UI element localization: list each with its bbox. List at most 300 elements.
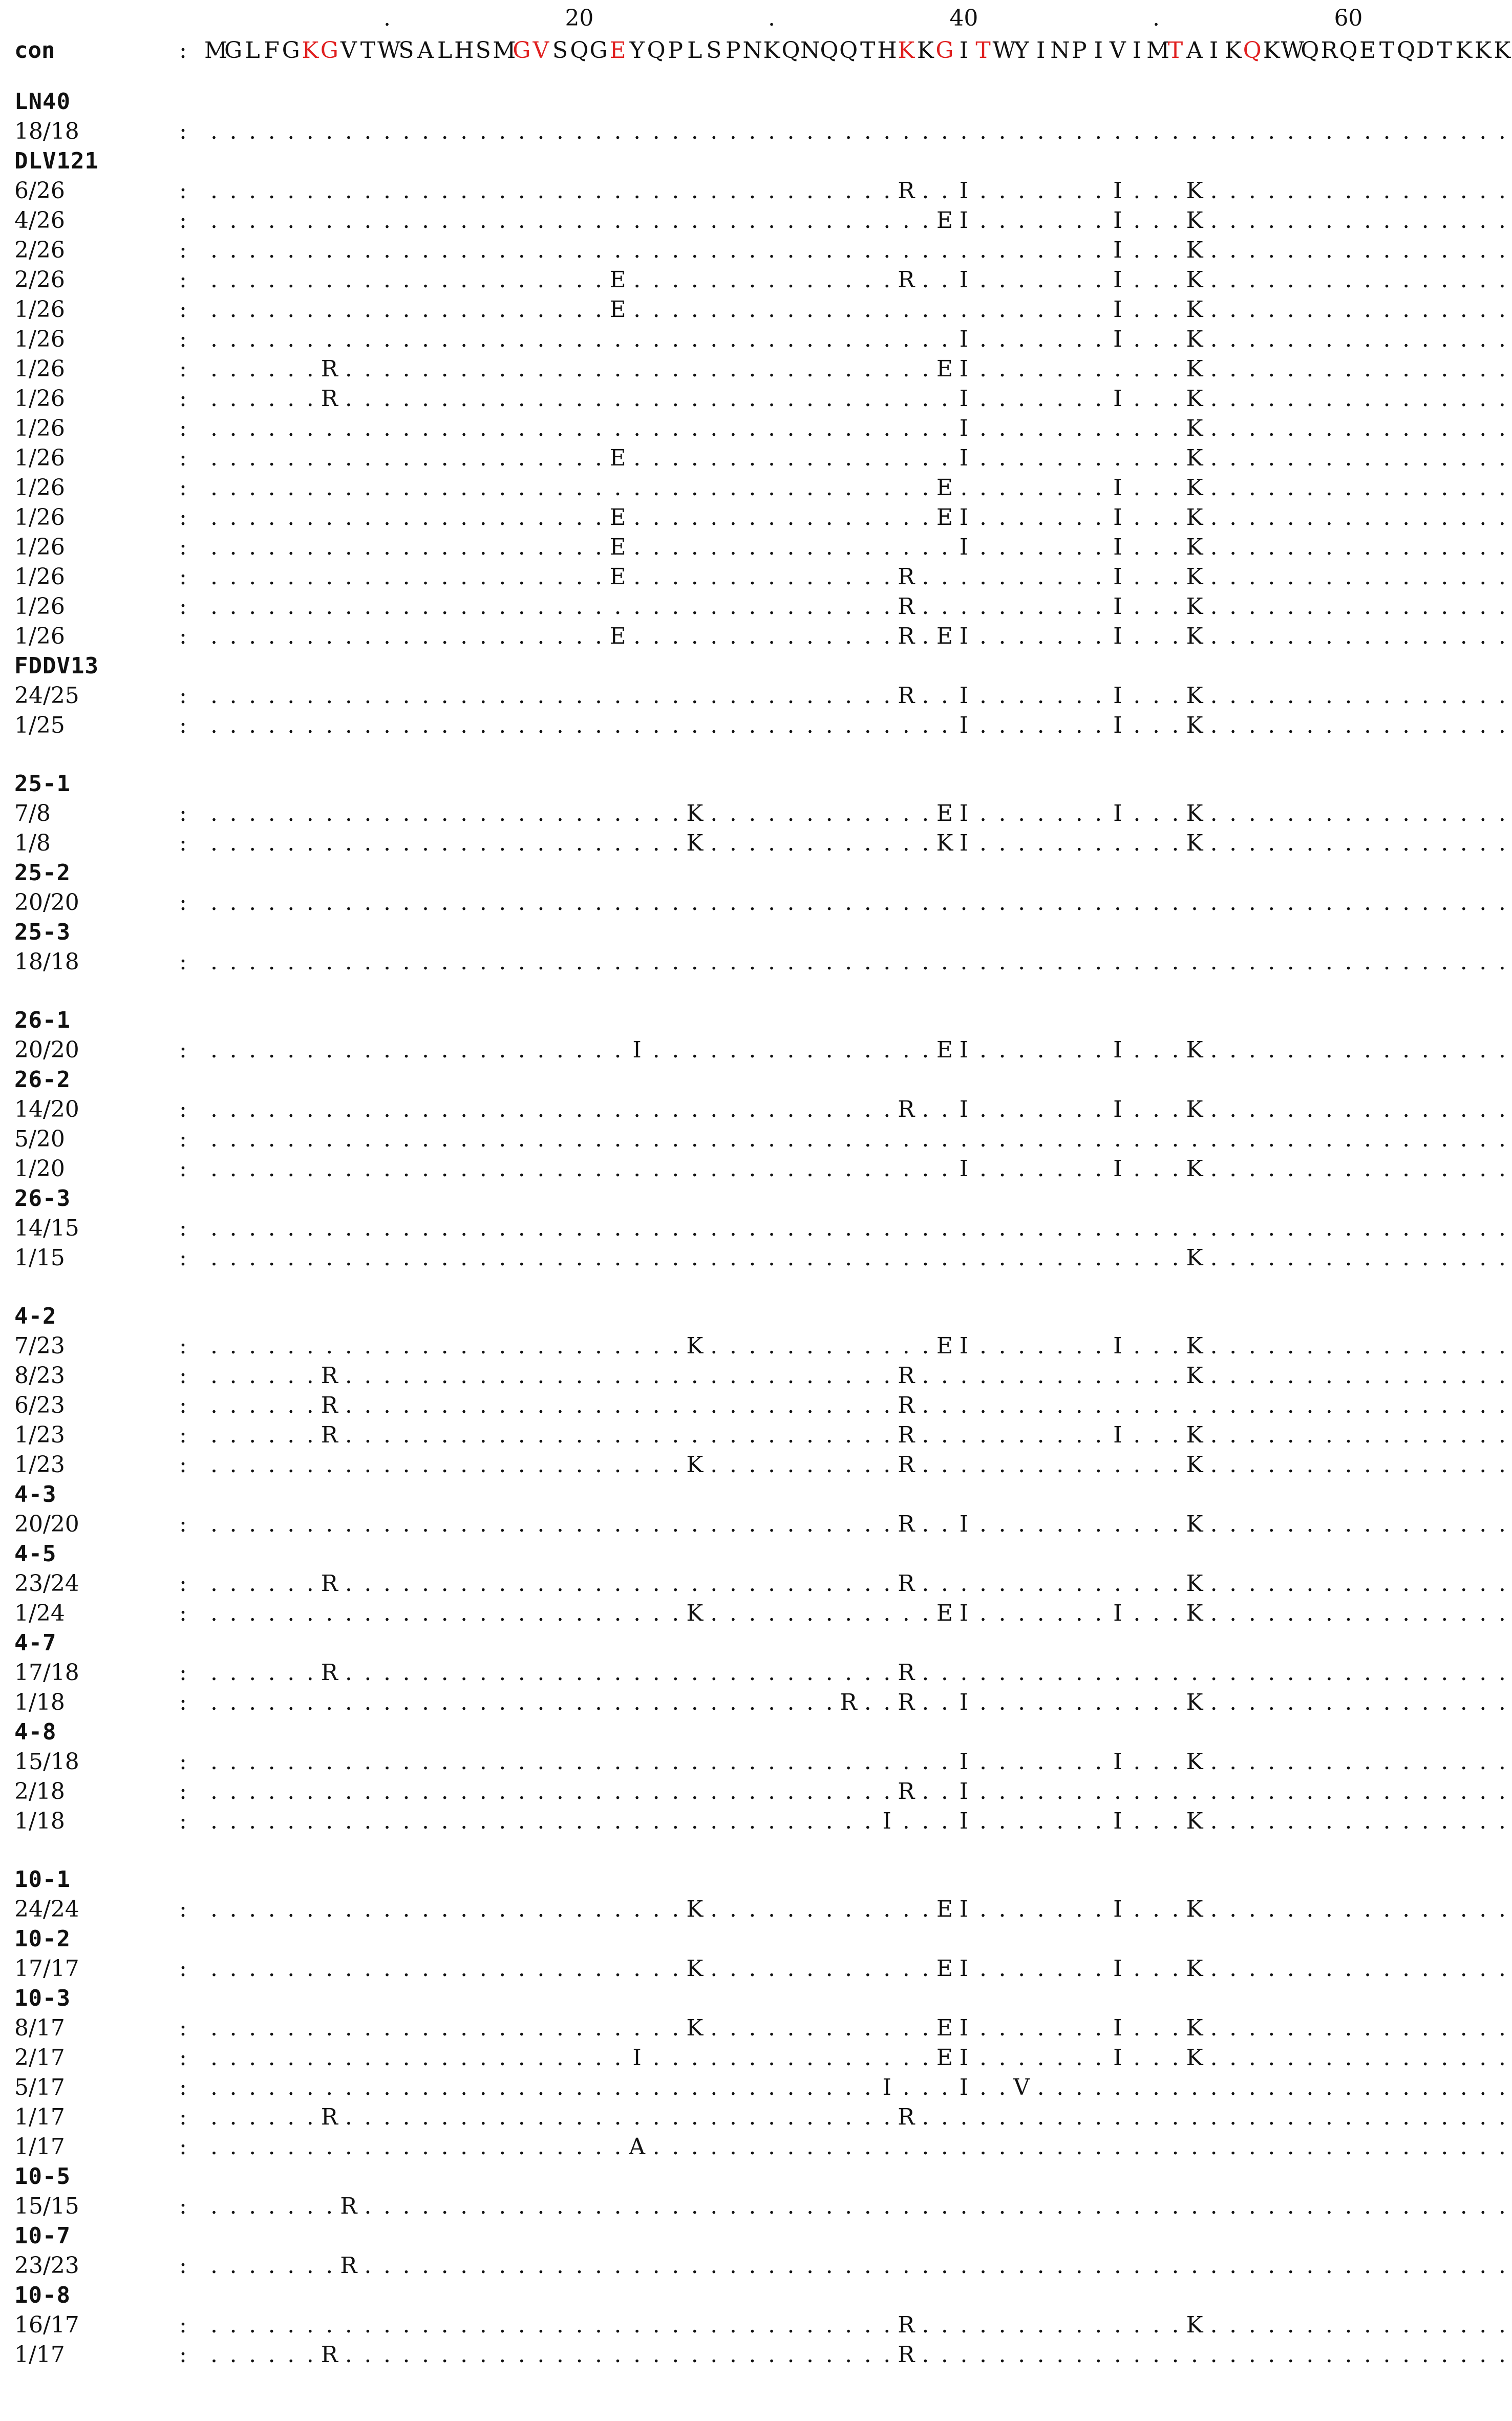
match-dot: .: [1421, 1422, 1429, 1448]
match-dot: .: [595, 118, 602, 144]
match-dot: .: [864, 267, 871, 293]
match-dot: .: [1152, 1333, 1160, 1359]
match-dot: .: [1364, 2312, 1371, 2338]
match-dot: .: [1402, 267, 1410, 293]
match-dot: .: [1095, 1896, 1102, 1922]
match-dot: .: [787, 2074, 795, 2100]
match-dot: .: [1114, 1126, 1121, 1152]
match-dot: .: [998, 386, 1006, 412]
substitution-residue: E: [936, 1333, 953, 1359]
match-dot: .: [1210, 2045, 1218, 2071]
substitution-residue: K: [1186, 800, 1203, 826]
match-dot: .: [1421, 1363, 1429, 1389]
match-dot: .: [1114, 415, 1121, 441]
match-dot: .: [422, 1156, 430, 1182]
match-dot: .: [652, 534, 660, 560]
match-dot: .: [1498, 623, 1506, 649]
match-dot: .: [1402, 534, 1410, 560]
match-dot: .: [652, 1096, 660, 1122]
substitution-residue: E: [936, 800, 953, 826]
match-dot: .: [1460, 830, 1467, 856]
match-dot: .: [883, 2193, 891, 2219]
match-dot: .: [806, 1363, 814, 1389]
match-dot: .: [960, 1245, 968, 1271]
match-dot: .: [576, 207, 583, 233]
match-dot: .: [691, 1511, 698, 1537]
match-dot: .: [229, 2104, 237, 2130]
substitution-residue: K: [1186, 1156, 1203, 1182]
match-dot: .: [422, 683, 430, 709]
match-dot: .: [1268, 386, 1275, 412]
separator: :: [179, 534, 187, 560]
match-dot: .: [1152, 949, 1160, 975]
substitution-residue: I: [1113, 504, 1122, 530]
match-dot: .: [595, 1215, 602, 1241]
match-dot: .: [1152, 386, 1160, 412]
match-dot: .: [960, 237, 968, 263]
match-dot: .: [998, 2312, 1006, 2338]
match-dot: .: [249, 2015, 257, 2041]
substitution-residue: E: [609, 534, 626, 560]
match-dot: .: [556, 1392, 564, 1418]
match-dot: .: [941, 683, 948, 709]
match-dot: .: [1018, 1245, 1026, 1271]
match-dot: .: [306, 1392, 314, 1418]
match-dot: .: [710, 296, 718, 323]
match-dot: .: [1345, 683, 1352, 709]
match-dot: .: [845, 1660, 853, 1686]
match-dot: .: [614, 1156, 622, 1182]
ruler-mark: 60: [1334, 5, 1363, 31]
match-dot: .: [249, 1778, 257, 1804]
match-dot: .: [1287, 178, 1294, 204]
match-dot: .: [998, 1452, 1006, 1478]
match-dot: .: [1441, 1808, 1449, 1834]
match-dot: .: [1229, 415, 1237, 441]
match-dot: .: [825, 683, 833, 709]
match-dot: .: [210, 593, 218, 620]
match-dot: .: [1248, 415, 1256, 441]
match-dot: .: [383, 1096, 391, 1122]
match-dot: .: [960, 2342, 968, 2368]
substitution-residue: R: [898, 1452, 915, 1478]
match-dot: .: [1460, 2134, 1467, 2160]
match-dot: .: [652, 475, 660, 501]
match-dot: .: [1037, 2193, 1045, 2219]
substitution-residue: I: [1113, 475, 1122, 501]
match-dot: .: [768, 623, 775, 649]
match-dot: .: [979, 683, 987, 709]
match-dot: .: [902, 2015, 910, 2041]
match-dot: .: [749, 1156, 756, 1182]
match-dot: .: [691, 1689, 698, 1715]
match-dot: .: [1268, 2074, 1275, 2100]
match-dot: .: [306, 1660, 314, 1686]
match-dot: .: [1095, 564, 1102, 590]
match-dot: .: [902, 296, 910, 323]
match-dot: .: [941, 2134, 948, 2160]
match-dot: .: [229, 178, 237, 204]
match-dot: .: [268, 1749, 275, 1775]
match-dot: .: [1479, 2193, 1487, 2219]
match-dot: .: [499, 445, 506, 471]
match-dot: .: [422, 356, 430, 382]
match-dot: .: [364, 2134, 372, 2160]
match-dot: .: [1421, 267, 1429, 293]
match-dot: .: [1152, 1689, 1160, 1715]
consensus-residue: T: [1167, 37, 1183, 63]
match-dot: .: [364, 1896, 372, 1922]
match-dot: .: [345, 386, 352, 412]
match-dot: .: [306, 949, 314, 975]
match-dot: .: [1498, 1600, 1506, 1626]
substitution-residue: R: [898, 1422, 915, 1448]
match-dot: .: [210, 1600, 218, 1626]
match-dot: .: [479, 800, 487, 826]
match-dot: .: [1498, 267, 1506, 293]
match-dot: .: [922, 475, 929, 501]
match-dot: .: [402, 1660, 410, 1686]
match-dot: .: [1229, 178, 1237, 204]
match-dot: .: [306, 267, 314, 293]
match-dot: .: [1268, 504, 1275, 530]
match-dot: .: [787, 1215, 795, 1241]
match-dot: .: [633, 1749, 641, 1775]
match-dot: .: [633, 534, 641, 560]
match-dot: .: [595, 830, 602, 856]
match-dot: .: [1037, 564, 1045, 590]
match-dot: .: [1172, 1570, 1179, 1597]
match-dot: .: [441, 1600, 449, 1626]
match-dot: .: [1364, 178, 1371, 204]
match-dot: .: [1345, 593, 1352, 620]
match-dot: .: [806, 118, 814, 144]
match-dot: .: [1075, 1452, 1083, 1478]
match-dot: .: [1383, 2253, 1391, 2279]
match-dot: .: [1152, 1896, 1160, 1922]
match-dot: .: [518, 504, 525, 530]
match-dot: .: [1075, 1689, 1083, 1715]
match-dot: .: [287, 1689, 295, 1715]
match-dot: .: [960, 1570, 968, 1597]
match-dot: .: [1325, 415, 1333, 441]
match-dot: .: [1210, 889, 1218, 916]
match-dot: .: [691, 1749, 698, 1775]
match-dot: .: [806, 830, 814, 856]
substitution-residue: I: [1113, 683, 1122, 709]
substitution-residue: I: [959, 2015, 969, 2041]
match-dot: .: [749, 1956, 756, 1982]
match-dot: .: [306, 623, 314, 649]
match-dot: .: [1345, 1363, 1352, 1389]
match-dot: .: [614, 118, 622, 144]
match-dot: .: [1133, 356, 1141, 382]
match-dot: .: [1152, 1808, 1160, 1834]
match-dot: .: [652, 1749, 660, 1775]
match-dot: .: [249, 1037, 257, 1063]
consensus-residue: A: [417, 37, 434, 63]
substitution-residue: R: [340, 2253, 357, 2279]
separator: :: [179, 623, 187, 649]
match-dot: .: [518, 237, 525, 263]
match-dot: .: [672, 178, 679, 204]
match-dot: .: [1037, 2104, 1045, 2130]
match-dot: .: [1248, 800, 1256, 826]
match-dot: .: [1345, 1749, 1352, 1775]
match-dot: .: [902, 2253, 910, 2279]
match-dot: .: [1210, 1333, 1218, 1359]
match-dot: .: [1325, 830, 1333, 856]
match-dot: .: [1268, 1392, 1275, 1418]
match-dot: .: [383, 889, 391, 916]
match-dot: .: [1325, 1126, 1333, 1152]
substitution-residue: E: [609, 296, 626, 323]
match-dot: .: [1441, 326, 1449, 352]
match-dot: .: [537, 2074, 545, 2100]
match-dot: .: [1248, 356, 1256, 382]
match-dot: .: [787, 1689, 795, 1715]
match-dot: .: [1345, 1333, 1352, 1359]
match-dot: .: [595, 1689, 602, 1715]
match-dot: .: [1056, 445, 1064, 471]
match-dot: .: [749, 445, 756, 471]
substitution-residue: I: [959, 356, 969, 382]
match-dot: .: [652, 1333, 660, 1359]
match-dot: .: [576, 1511, 583, 1537]
match-dot: .: [1421, 118, 1429, 144]
match-dot: .: [1210, 830, 1218, 856]
separator: :: [179, 2312, 187, 2338]
match-dot: .: [864, 356, 871, 382]
match-dot: .: [345, 1778, 352, 1804]
match-dot: .: [518, 830, 525, 856]
match-dot: .: [998, 504, 1006, 530]
consensus-residue: L: [245, 37, 260, 63]
match-dot: .: [479, 830, 487, 856]
match-dot: .: [229, 356, 237, 382]
match-dot: .: [806, 2045, 814, 2071]
match-dot: .: [1133, 1363, 1141, 1389]
match-dot: .: [1210, 623, 1218, 649]
match-dot: .: [941, 564, 948, 590]
match-dot: .: [922, 1215, 929, 1241]
match-dot: .: [1364, 2193, 1371, 2219]
match-dot: .: [749, 1333, 756, 1359]
match-dot: .: [922, 1333, 929, 1359]
match-dot: .: [1056, 237, 1064, 263]
match-dot: .: [768, 118, 775, 144]
match-dot: .: [1421, 1660, 1429, 1686]
match-dot: .: [268, 118, 275, 144]
match-dot: .: [652, 237, 660, 263]
match-dot: .: [902, 1037, 910, 1063]
substitution-residue: I: [1113, 564, 1122, 590]
match-dot: .: [691, 267, 698, 293]
match-dot: .: [614, 386, 622, 412]
match-dot: .: [306, 1333, 314, 1359]
match-dot: .: [998, 445, 1006, 471]
match-dot: .: [672, 1749, 679, 1775]
substitution-residue: K: [1186, 267, 1203, 293]
match-dot: .: [441, 326, 449, 352]
match-dot: .: [287, 1392, 295, 1418]
match-dot: .: [537, 1660, 545, 1686]
frequency-label: 17/18: [14, 1660, 79, 1686]
match-dot: .: [1248, 237, 1256, 263]
match-dot: .: [1345, 1660, 1352, 1686]
match-dot: .: [345, 1689, 352, 1715]
match-dot: .: [556, 178, 564, 204]
match-dot: .: [1075, 2104, 1083, 2130]
substitution-residue: K: [686, 1452, 704, 1478]
match-dot: .: [864, 1245, 871, 1271]
match-dot: .: [210, 504, 218, 530]
match-dot: .: [1229, 1600, 1237, 1626]
match-dot: .: [1114, 1660, 1121, 1686]
match-dot: .: [499, 356, 506, 382]
match-dot: .: [537, 830, 545, 856]
match-dot: .: [633, 475, 641, 501]
match-dot: .: [499, 1333, 506, 1359]
match-dot: .: [825, 1215, 833, 1241]
match-dot: .: [1172, 623, 1179, 649]
substitution-residue: I: [1113, 534, 1122, 560]
match-dot: .: [556, 504, 564, 530]
match-dot: .: [1075, 1956, 1083, 1982]
match-dot: .: [249, 830, 257, 856]
match-dot: .: [1018, 800, 1026, 826]
match-dot: .: [1191, 2342, 1199, 2368]
match-dot: .: [595, 1778, 602, 1804]
match-dot: .: [1287, 593, 1294, 620]
match-dot: .: [326, 564, 333, 590]
match-dot: .: [1364, 1037, 1371, 1063]
match-dot: .: [614, 1570, 622, 1597]
match-dot: .: [1210, 1037, 1218, 1063]
match-dot: .: [1306, 475, 1314, 501]
match-dot: .: [210, 2193, 218, 2219]
match-dot: .: [710, 1392, 718, 1418]
match-dot: .: [1095, 2045, 1102, 2071]
match-dot: .: [883, 1689, 891, 1715]
match-dot: .: [768, 2342, 775, 2368]
match-dot: .: [556, 2312, 564, 2338]
match-dot: .: [749, 1808, 756, 1834]
match-dot: .: [1441, 356, 1449, 382]
match-dot: .: [422, 2104, 430, 2130]
match-dot: .: [1037, 386, 1045, 412]
match-dot: .: [749, 237, 756, 263]
match-dot: .: [633, 1333, 641, 1359]
match-dot: .: [672, 475, 679, 501]
match-dot: .: [1441, 1689, 1449, 1715]
match-dot: .: [422, 504, 430, 530]
match-dot: .: [402, 1245, 410, 1271]
match-dot: .: [902, 237, 910, 263]
match-dot: .: [1498, 296, 1506, 323]
match-dot: .: [229, 1215, 237, 1241]
match-dot: .: [806, 2253, 814, 2279]
match-dot: .: [1095, 683, 1102, 709]
substitution-residue: I: [1113, 1956, 1122, 1982]
consensus-residue: V: [340, 37, 357, 63]
match-dot: .: [633, 949, 641, 975]
match-dot: .: [249, 237, 257, 263]
match-dot: .: [479, 237, 487, 263]
match-dot: .: [1133, 1096, 1141, 1122]
consensus-residue: G: [320, 37, 338, 63]
match-dot: .: [422, 889, 430, 916]
match-dot: .: [1037, 296, 1045, 323]
match-dot: .: [902, 356, 910, 382]
match-dot: .: [460, 1511, 468, 1537]
match-dot: .: [1364, 683, 1371, 709]
match-dot: .: [1229, 534, 1237, 560]
match-dot: .: [902, 1896, 910, 1922]
match-dot: .: [1364, 2253, 1371, 2279]
match-dot: .: [1364, 534, 1371, 560]
match-dot: .: [249, 2312, 257, 2338]
match-dot: .: [460, 800, 468, 826]
match-dot: .: [1268, 2015, 1275, 2041]
match-dot: .: [1306, 178, 1314, 204]
match-dot: .: [1364, 1689, 1371, 1715]
match-dot: .: [422, 1333, 430, 1359]
match-dot: .: [672, 326, 679, 352]
match-dot: .: [768, 1689, 775, 1715]
match-dot: .: [806, 1511, 814, 1537]
match-dot: .: [383, 712, 391, 738]
match-dot: .: [1172, 415, 1179, 441]
match-dot: .: [922, 593, 929, 620]
match-dot: .: [210, 386, 218, 412]
match-dot: .: [268, 623, 275, 649]
match-dot: .: [1383, 2104, 1391, 2130]
match-dot: .: [1210, 475, 1218, 501]
match-dot: .: [672, 386, 679, 412]
match-dot: .: [1383, 1096, 1391, 1122]
ruler-mark: .: [383, 5, 391, 31]
match-dot: .: [479, 1689, 487, 1715]
substitution-residue: I: [959, 1956, 969, 1982]
match-dot: .: [1133, 1215, 1141, 1241]
match-dot: .: [210, 326, 218, 352]
match-dot: .: [595, 415, 602, 441]
match-dot: .: [1402, 1156, 1410, 1182]
match-dot: .: [883, 1896, 891, 1922]
match-dot: .: [922, 1422, 929, 1448]
match-dot: .: [710, 1689, 718, 1715]
match-dot: .: [595, 1096, 602, 1122]
variant-sequence: [0, 176, 1506, 206]
match-dot: .: [768, 1600, 775, 1626]
match-dot: .: [1095, 712, 1102, 738]
match-dot: .: [595, 2342, 602, 2368]
match-dot: .: [1075, 1126, 1083, 1152]
match-dot: .: [479, 2342, 487, 2368]
match-dot: .: [460, 1689, 468, 1715]
consensus-residue: G: [513, 37, 531, 63]
substitution-residue: R: [898, 564, 915, 590]
match-dot: .: [1172, 1333, 1179, 1359]
match-dot: .: [518, 2253, 525, 2279]
match-dot: .: [1306, 2104, 1314, 2130]
match-dot: .: [441, 1333, 449, 1359]
match-dot: .: [479, 1600, 487, 1626]
match-dot: .: [364, 1215, 372, 1241]
match-dot: .: [1037, 534, 1045, 560]
match-dot: .: [499, 2342, 506, 2368]
